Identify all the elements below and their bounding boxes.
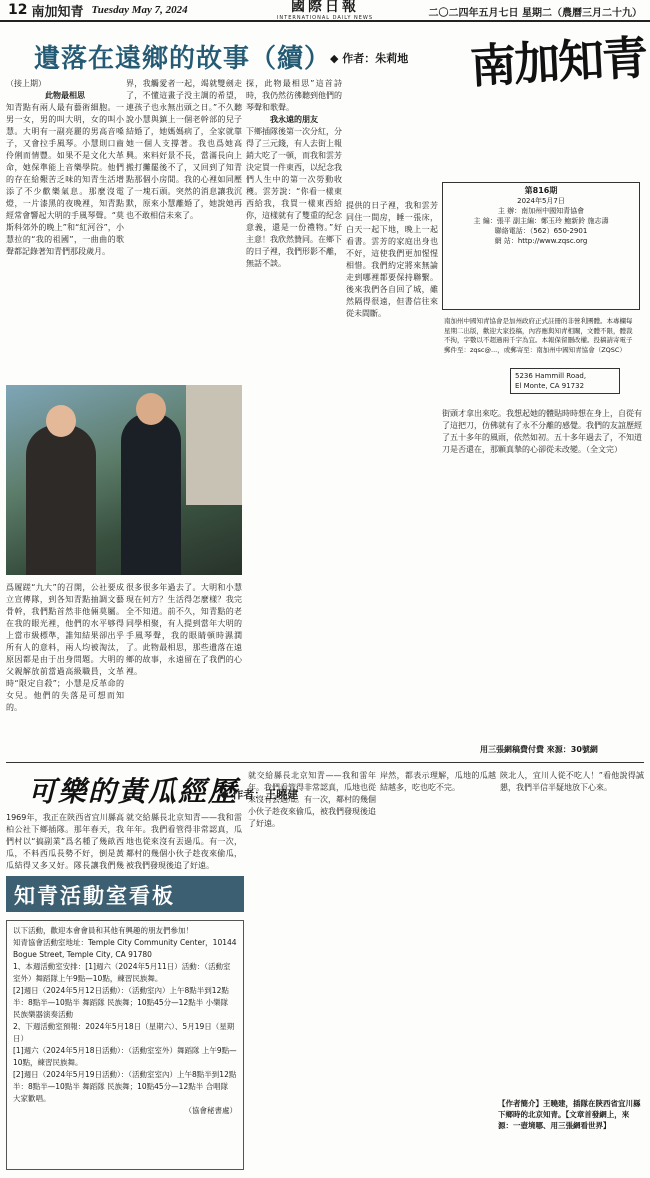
- subheading: 我永遠的朋友: [270, 115, 318, 124]
- column-5: [442, 408, 642, 738]
- issue-number: 第816期: [524, 186, 558, 195]
- paragraph: 下鄉插隊後第一次分紅，分得了三元錢，有人去街上報銷大吃了一頓，而我和雲芳決定買一件東西，以紀念我們人生中的第一次勞動收穫。雲芳說：“你看一樣東西給我，我買一樣東西給你，這樣就有了雙重的紀念意義，還是一份禮物。”好主意！我欣然贊同。在鄉下的日子裡，我們形影不離，無話不談。: [246, 127, 342, 268]
- paragraph: 就交給縣長北京知青——我和雷年年。我們看管得非常認真，瓜地也從來沒有丟過瓜。有一次，鄰村的幾個小伙子趁夜來偷瓜，被我們發現後追了好遠。: [248, 771, 376, 828]
- activity-item: [2]週日（2024年5月19日活動）：（活動室室內）上午8點半到12點半：8點半—10點半 舞蹈隊 民族舞；10點45分—12點半 合唱隊 大家歡唱。: [13, 1070, 237, 1103]
- photo-person-left: [26, 425, 96, 575]
- paragraph: 陝北人，宜川人從不吃人！”看他說得誠懇，我們半信半疑地放下心來。: [500, 771, 644, 792]
- mailing-address: [510, 368, 620, 394]
- column-4: [346, 200, 438, 758]
- photo-person-right: [121, 413, 181, 575]
- activity-place: 知青協會活動室地址：Temple City Community Center，10144 Bogue Street, Temple City, CA 91780: [13, 938, 237, 959]
- photo-building: [186, 385, 242, 505]
- column-2b: [126, 582, 242, 758]
- photo-head-left: [46, 405, 76, 437]
- article2-column-3: [380, 770, 496, 1170]
- paragraph: 就交給縣長北京知青——我和雷年年。我們看管得非常認真，瓜地也從來沒有丟過瓜。有一次，鄰村的幾個小伙子趁夜來偷瓜，被我們發現後追了好遠。: [126, 813, 242, 870]
- article2-column-1b: [126, 812, 242, 872]
- article2-title: 可樂的黃瓜經歷: [28, 775, 239, 808]
- info-website[interactable]: 網 站：http://www.zqsc.org: [494, 237, 588, 245]
- column-1b: [126, 78, 242, 378]
- paragraph: 界，我觸愛者一起，竭就雙劍走了，不懂這畫子没主調的希望，連孩子也永無出頭之日。”不久聽說小慧與鎮上一個老幹部的兒子結婚了，她媽媽病了，全家就靠她一個人支撐著。我也爲她高興。來料好景不長，當滿長向上搬打攤罷後不了，又回到了知青點那個小房間。我的心裡如同壓了一塊石頭。突然的消息讓我沉默，原來小慧離婚了，她說她再也不敢相信未來了。: [126, 79, 242, 220]
- article2-column-1: [6, 812, 124, 872]
- article-title: 遺落在遠鄉的故事（續）: [34, 44, 332, 74]
- info-phone: 聯絡電話：（562）650-2901: [494, 227, 588, 235]
- photo-head-right: [136, 393, 166, 425]
- activity-item: [2]週日（2024年5月12日活動）：（活動室內）上午8點半到12點半：8點半—10點半 舞蹈隊 民族舞；10點45分—12點半 小樂隊 民族樂器演奏活動: [13, 986, 229, 1019]
- paragraph: 探，此物最相思”這首詩時，我仍然彷彿聽到他們的琴聲和歌聲。: [246, 79, 342, 112]
- article-author: ◆ 作者：朱莉地: [330, 52, 409, 65]
- activity-signature: （協會秘書處）: [184, 1106, 237, 1115]
- author-bio: 【作者簡介】王曉建，插隊在陝西省宜川縣下鄉時的北京知青。【文章首發網上，來源：一壺境哪、用三張網看世界】: [498, 1099, 641, 1130]
- page-header: [0, 0, 650, 22]
- section-divider: [6, 762, 644, 763]
- paragraph: 知青點有兩人最有藝術細胞。一男一女，男的叫大明，女的叫小慧。大明有一副亮麗的男高音嗓子，又會拉手風琴。小慧則口齒伶俐而情豐。如果不是文化大革命，她保準能上音樂學院。他們的存在給艱苦乏味的知青生活增添了不少歡樂氣息。那麼沒電燈，一片漆黑的夜晚裡，知青點經常會響起大明的手風琴聲。“莫斯科郊外的晚上”和“紅河谷”，小慧拉的“我的祖國”，一曲曲的歌聲都記錄著知青們那段歲月。: [6, 103, 124, 256]
- article2-column-4: [500, 770, 644, 1030]
- info-box: [442, 182, 640, 310]
- masthead-title: 國際日報: [291, 0, 359, 15]
- column-3: [246, 78, 342, 758]
- paragraph: 爲履蹉“九大”的召開，公社要成立宣傳隊，到各知青點抽調文藝骨幹，我們點首然非他倆莫屬。在我的眼光裡，他們的水平够得上當市級標準，誰知結果卻出乎所有人的意料，兩人均被淘汰，原因都是由于出身問題。大明的父親解放前當過高級職員，文革時“限定自殺”；小慧是反革命的女兒。他們的失落是可想而知的。: [6, 583, 124, 712]
- page-number: 12: [8, 2, 28, 18]
- activity-item: 2、下週活動室預報：2024年5月18日（星期六）、5月19日（星期日）: [13, 1022, 235, 1043]
- paragraph: 1969年，我正在陝西省宜川縣高柏公社下鄉插隊。那年春天，我們村以“搞副業”爲名種了幾畝西瓜，不料西瓜長勢不好，倒是黃瓜結得又多又好。隊長讓我們幾: [6, 813, 124, 870]
- activity-item: [1]週六（2024年5月18日活動）：（活動室室外）舞蹈隊 上午9點—10點，練習民族舞。: [13, 1046, 237, 1067]
- article-credit: 用三張網稿費付費 來源：30號網: [480, 745, 598, 754]
- masthead-subtitle: INTERNATIONAL DAILY NEWS: [276, 15, 374, 21]
- activity-intro: 以下活動，歡迎本會會員和其他有興趣的朋友們參加！: [13, 926, 193, 935]
- subheading: 此物最相思: [45, 91, 85, 100]
- masthead: [250, 0, 400, 21]
- activity-banner: 知青活動室看板: [6, 876, 244, 912]
- chinese-date: 二〇二四年五月七日 星期二（農曆三月二十九）: [428, 8, 642, 19]
- info-organizer: 主 辦：南加州中國知青協會: [497, 207, 585, 215]
- activity-item: 1、本週活動室安排：[1]週六（2024年5月11日）活動：（活動室室外）舞蹈隊上午9點—10點，練習民族舞。: [13, 962, 231, 983]
- address-line-2: El Monte, CA 91732: [515, 382, 585, 390]
- info-note: 南加州中國知青協會是加州政府正式註冊的非營利團體。本專欄每星期二出版，歡迎大家投稿，內容應與知青相關，文體不限，體裁不拘，字數以不超過兩千字為宜。本報保留刪改權。投稿請寄電子郵件至：zqsc@...，或郵寄至：南加州中國知青協會（ZQSC）: [444, 317, 633, 354]
- paragraph: 提供的日子裡，我和雲芳同住一間房，睡一張床，白天一起下地，晚上一起看書。雲芳的家庭出身也不好，這使我們更加惺惺相惜。我們約定將來無論走到哪裡都要保持聯繫。後來我們各自回了城，雖然隔得很遠，但書信往來從未間斷。: [346, 201, 438, 318]
- column-2: [6, 582, 124, 758]
- article-photo: [6, 385, 242, 575]
- brand-title: 南加知青: [468, 30, 648, 94]
- paragraph: 岸然，都表示理解，瓜地的瓜越結越多，吃也吃不完。: [380, 771, 496, 792]
- issue-date: Tuesday May 7, 2024: [91, 4, 188, 16]
- column-1: [6, 78, 124, 378]
- paragraph: 很多很多年過去了。大明和小慧現在何方？生活得怎麼樣？我完全不知道。前不久，知青點的老同學相聚，有人提到當年大明的手風琴聲，我的眼睛頓時濕潤了。此物最相思，那些遺落在遠鄉的故事，永遠留在了我們的心裡。: [126, 583, 242, 676]
- info-date: 2024年5月7日: [517, 197, 565, 205]
- activity-board: [6, 920, 244, 1170]
- info-editors: 主 編：張平 副主編：鄭玉玲 鮑新鈴 施志濤: [473, 217, 609, 225]
- section-name: 南加知青: [31, 4, 84, 20]
- address-line-1: 5236 Hammill Road,: [515, 372, 587, 380]
- continued-note: （接上期）: [6, 79, 46, 88]
- article2-column-2: [248, 770, 376, 1170]
- paragraph: 街頭才拿出來吃。我想起她的體貼時時想在身上，自從有了這把刀，仿佛就有了永不分離的感覺。我們的友誼歷經了五十多年的風雨，依然如初。五十多年過去了，不知道刀是否還在，那顆真摯的心卻從未改變。（全文完）: [442, 409, 642, 454]
- article2-author: ◆ 作者：王曉建: [220, 788, 299, 801]
